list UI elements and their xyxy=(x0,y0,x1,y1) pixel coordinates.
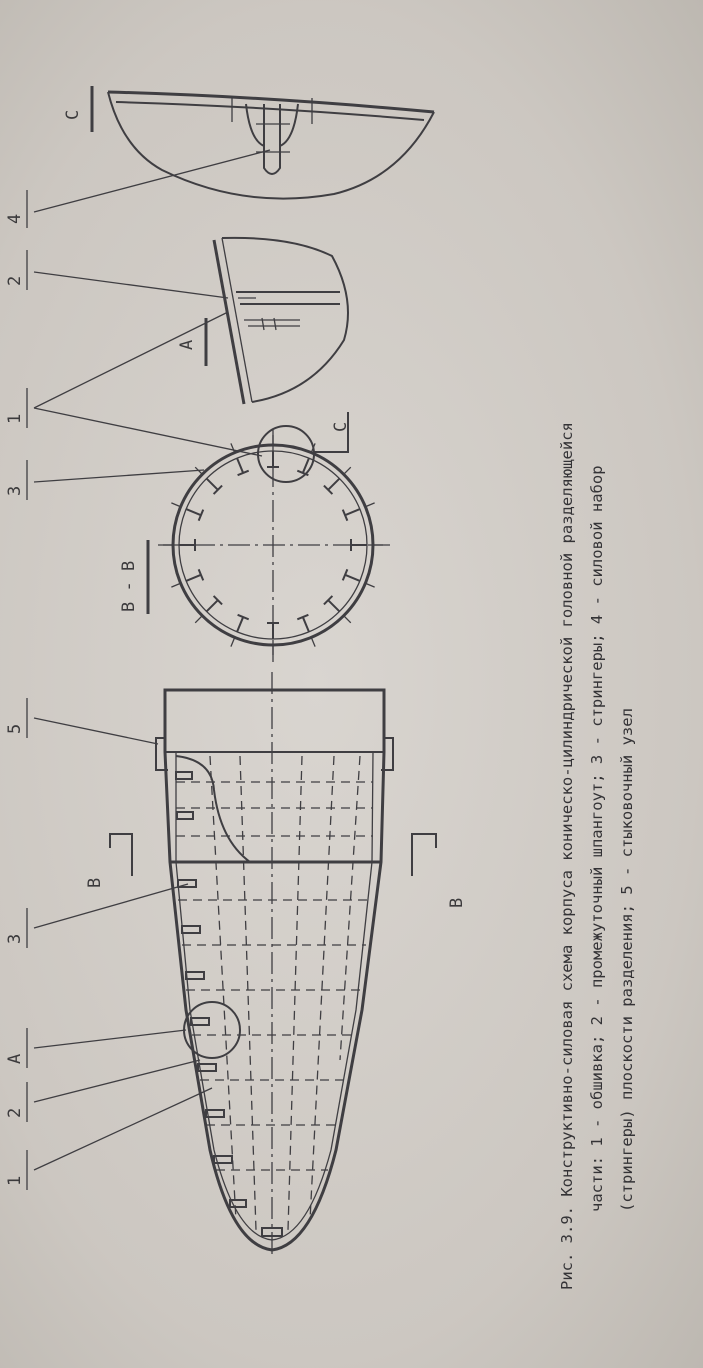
detail-a-view xyxy=(177,238,348,404)
detail-c-rivets xyxy=(232,96,312,152)
label-1-skin: 1 xyxy=(5,1175,25,1186)
figure-caption xyxy=(558,422,636,1290)
section-stringer-mark xyxy=(207,600,218,611)
label-a-detail: A xyxy=(5,1053,25,1064)
main-body-view xyxy=(5,672,467,1258)
section-stringer-mark xyxy=(365,503,374,507)
section-stringer-mark xyxy=(328,600,339,611)
frame-lines-cylinder xyxy=(176,782,373,836)
section-stringer-mark xyxy=(171,583,180,587)
section-view-bb xyxy=(5,150,390,662)
label-4-section: 4 xyxy=(5,213,25,224)
detail-a-frame-hatch xyxy=(236,292,340,330)
section-stringer-mark xyxy=(231,637,235,646)
label-1-section: 1 xyxy=(5,413,25,424)
section-cut-label-top: B xyxy=(85,877,105,888)
label-3-section: 3 xyxy=(5,485,25,496)
section-stringer-mark xyxy=(328,479,339,490)
section-leaders xyxy=(27,150,270,500)
section-stringer-mark xyxy=(171,503,180,507)
label-2-section: 2 xyxy=(5,275,25,286)
label-2-frame: 2 xyxy=(5,1107,25,1118)
detail-c-view xyxy=(63,86,434,199)
section-stringer-mark xyxy=(207,479,218,490)
detail-c-inner-skin xyxy=(116,102,424,120)
caption-line-2: части: 1 - обшивка; 2 - промежуточный шпангоут; 3 - стрингеры; 4 - силовой набор xyxy=(588,465,606,1212)
section-cut-mark-bottom xyxy=(412,834,436,876)
detail-a-title: A xyxy=(177,339,197,350)
section-stringer-mark xyxy=(345,509,360,515)
detail-c-mark-label: C xyxy=(331,421,351,432)
label-5-docking: 5 xyxy=(5,723,25,734)
section-stringer-mark xyxy=(231,443,235,452)
detail-c-stringer xyxy=(264,104,280,174)
section-cut-mark-top xyxy=(110,834,132,876)
section-stringer-mark xyxy=(345,575,360,581)
section-stringer-mark xyxy=(237,458,243,473)
section-stringer-mark xyxy=(195,616,202,623)
detail-c-circle xyxy=(258,426,314,482)
detail-c-title: C xyxy=(63,109,83,120)
section-cut-label-bottom: B xyxy=(447,897,467,908)
detail-a-circle xyxy=(184,1002,240,1058)
section-stringer-mark xyxy=(311,637,315,646)
label-3-stringer: 3 xyxy=(5,933,25,944)
body-outline xyxy=(165,690,384,1250)
detail-a-skin xyxy=(214,240,244,404)
section-title: B - B xyxy=(119,560,139,612)
section-stringer-mark xyxy=(186,509,201,515)
section-stringer-mark xyxy=(344,616,351,623)
inner-skin-line xyxy=(176,752,373,1240)
section-stringer-mark xyxy=(365,583,374,587)
caption-line-3: (стрингеры) плоскости разделения; 5 - стыковочный узел xyxy=(618,708,636,1212)
section-stringer-mark xyxy=(303,617,309,632)
caption-line-1: Рис. 3.9. Конструктивно-силовая схема корпуса коническо-цилиндрической головной разделяющейся xyxy=(558,422,576,1290)
section-stringer-mark xyxy=(237,617,243,632)
section-stringer-mark xyxy=(344,467,351,474)
section-stringer-mark xyxy=(186,575,201,581)
